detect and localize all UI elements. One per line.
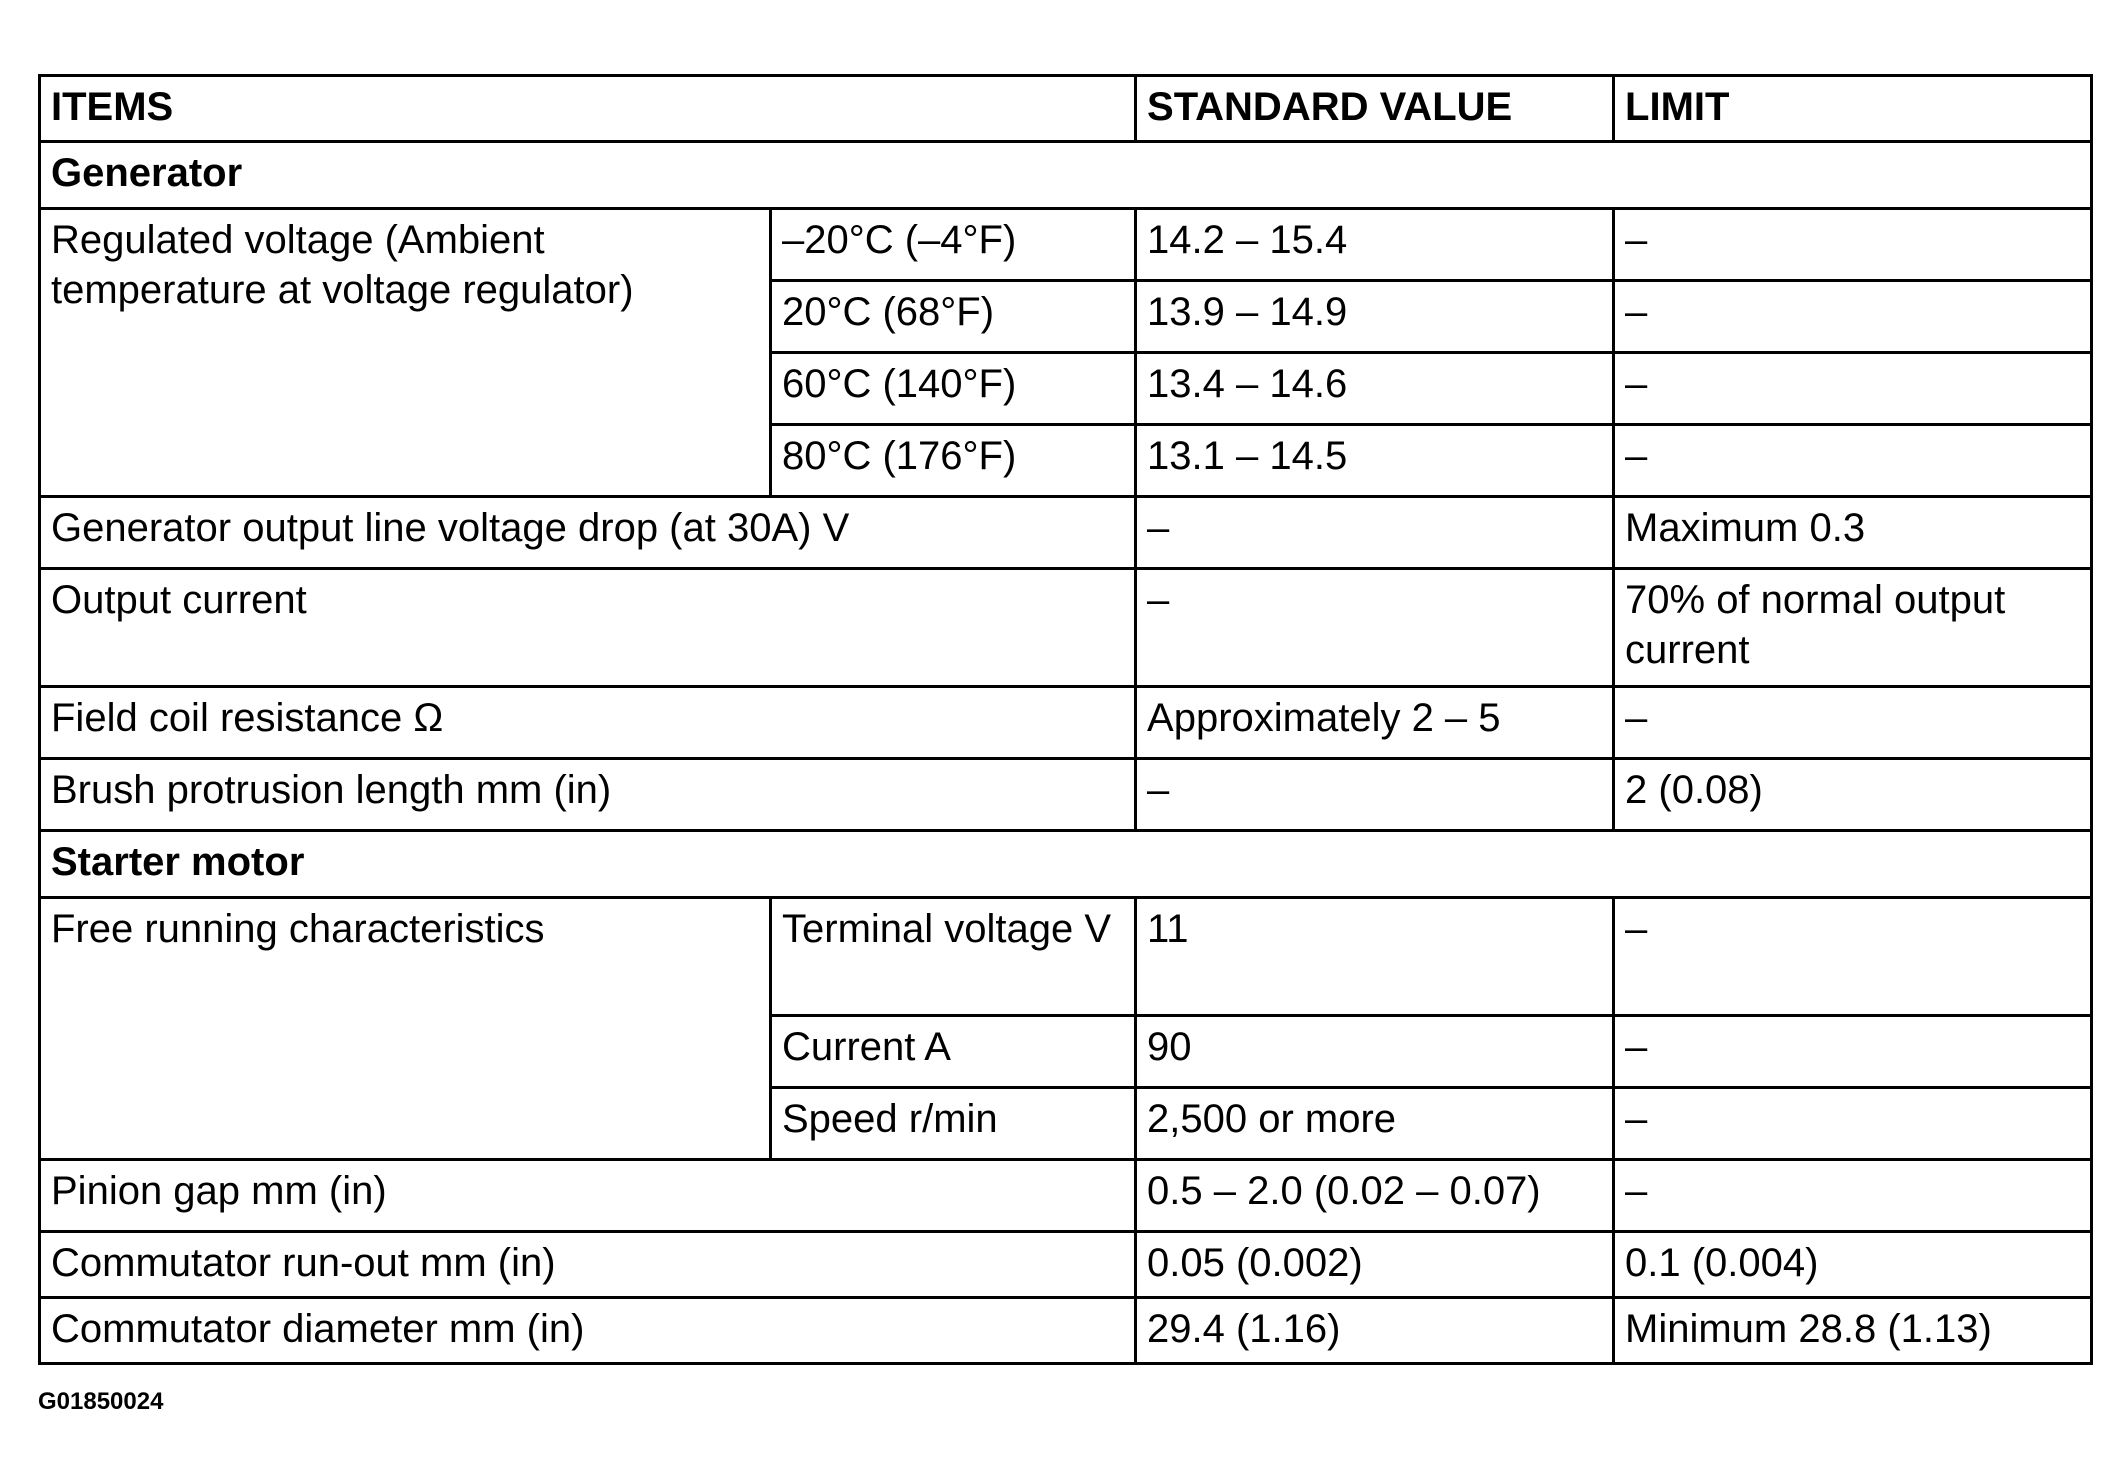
limit-cell: – [1614, 1088, 2092, 1160]
standard-value-cell: 29.4 (1.16) [1136, 1298, 1614, 1364]
condition-cell: –20°C (–4°F) [771, 209, 1136, 281]
standard-value-cell: 0.05 (0.002) [1136, 1232, 1614, 1298]
standard-value-cell: Approximately 2 – 5 [1136, 687, 1614, 759]
section-title-starter-motor: Starter motor [40, 831, 2092, 898]
condition-cell: 80°C (176°F) [771, 425, 1136, 497]
header-items: ITEMS [40, 76, 1136, 142]
table-row [40, 209, 2092, 281]
table-row [40, 497, 2092, 569]
table-row [40, 1160, 2092, 1232]
item-cell: Output current [40, 569, 1136, 687]
table-row [40, 898, 2092, 1016]
limit-cell: Minimum 28.8 (1.13) [1614, 1298, 2092, 1364]
limit-cell: – [1614, 353, 2092, 425]
standard-value-cell: – [1136, 759, 1614, 831]
limit-cell: – [1614, 209, 2092, 281]
standard-value-cell: 2,500 or more [1136, 1088, 1614, 1160]
condition-cell: Speed r/min [771, 1088, 1136, 1160]
standard-value-cell: – [1136, 497, 1614, 569]
limit-cell: 70% of normal output current [1614, 569, 2092, 687]
free-running-label: Free running characteristics [40, 898, 771, 1160]
item-cell: Brush protrusion length mm (in) [40, 759, 1136, 831]
limit-cell: 0.1 (0.004) [1614, 1232, 2092, 1298]
standard-value-cell: 14.2 – 15.4 [1136, 209, 1614, 281]
item-cell: Pinion gap mm (in) [40, 1160, 1136, 1232]
limit-cell: – [1614, 1160, 2092, 1232]
table-row [40, 1298, 2092, 1364]
condition-cell: 20°C (68°F) [771, 281, 1136, 353]
table-row [40, 569, 2092, 687]
section-row [40, 831, 2092, 898]
section-title-generator: Generator [40, 142, 2092, 209]
standard-value-cell: 13.1 – 14.5 [1136, 425, 1614, 497]
limit-cell: – [1614, 425, 2092, 497]
item-cell: Commutator diameter mm (in) [40, 1298, 1136, 1364]
item-cell: Commutator run-out mm (in) [40, 1232, 1136, 1298]
limit-cell: – [1614, 898, 2092, 1016]
standard-value-cell: – [1136, 569, 1614, 687]
limit-cell: – [1614, 687, 2092, 759]
condition-cell: Current A [771, 1016, 1136, 1088]
condition-cell: Terminal voltage V [771, 898, 1136, 1016]
item-cell: Field coil resistance Ω [40, 687, 1136, 759]
specification-table [38, 74, 2093, 1365]
figure-id: G01850024 [38, 1388, 164, 1415]
standard-value-cell: 13.9 – 14.9 [1136, 281, 1614, 353]
table-row [40, 1232, 2092, 1298]
limit-cell: Maximum 0.3 [1614, 497, 2092, 569]
header-limit: LIMIT [1614, 76, 2092, 142]
standard-value-cell: 90 [1136, 1016, 1614, 1088]
table-row [40, 759, 2092, 831]
table-row [40, 687, 2092, 759]
standard-value-cell: 0.5 – 2.0 (0.02 – 0.07) [1136, 1160, 1614, 1232]
item-cell: Generator output line voltage drop (at 30A) V [40, 497, 1136, 569]
limit-cell: – [1614, 1016, 2092, 1088]
limit-cell: 2 (0.08) [1614, 759, 2092, 831]
section-row [40, 142, 2092, 209]
standard-value-cell: 13.4 – 14.6 [1136, 353, 1614, 425]
header-standard-value: STANDARD VALUE [1136, 76, 1614, 142]
condition-cell: 60°C (140°F) [771, 353, 1136, 425]
header-row [40, 76, 2092, 142]
standard-value-cell: 11 [1136, 898, 1614, 1016]
regulated-voltage-label: Regulated voltage (Ambient temperature at voltage regulator) [40, 209, 771, 497]
limit-cell: – [1614, 281, 2092, 353]
